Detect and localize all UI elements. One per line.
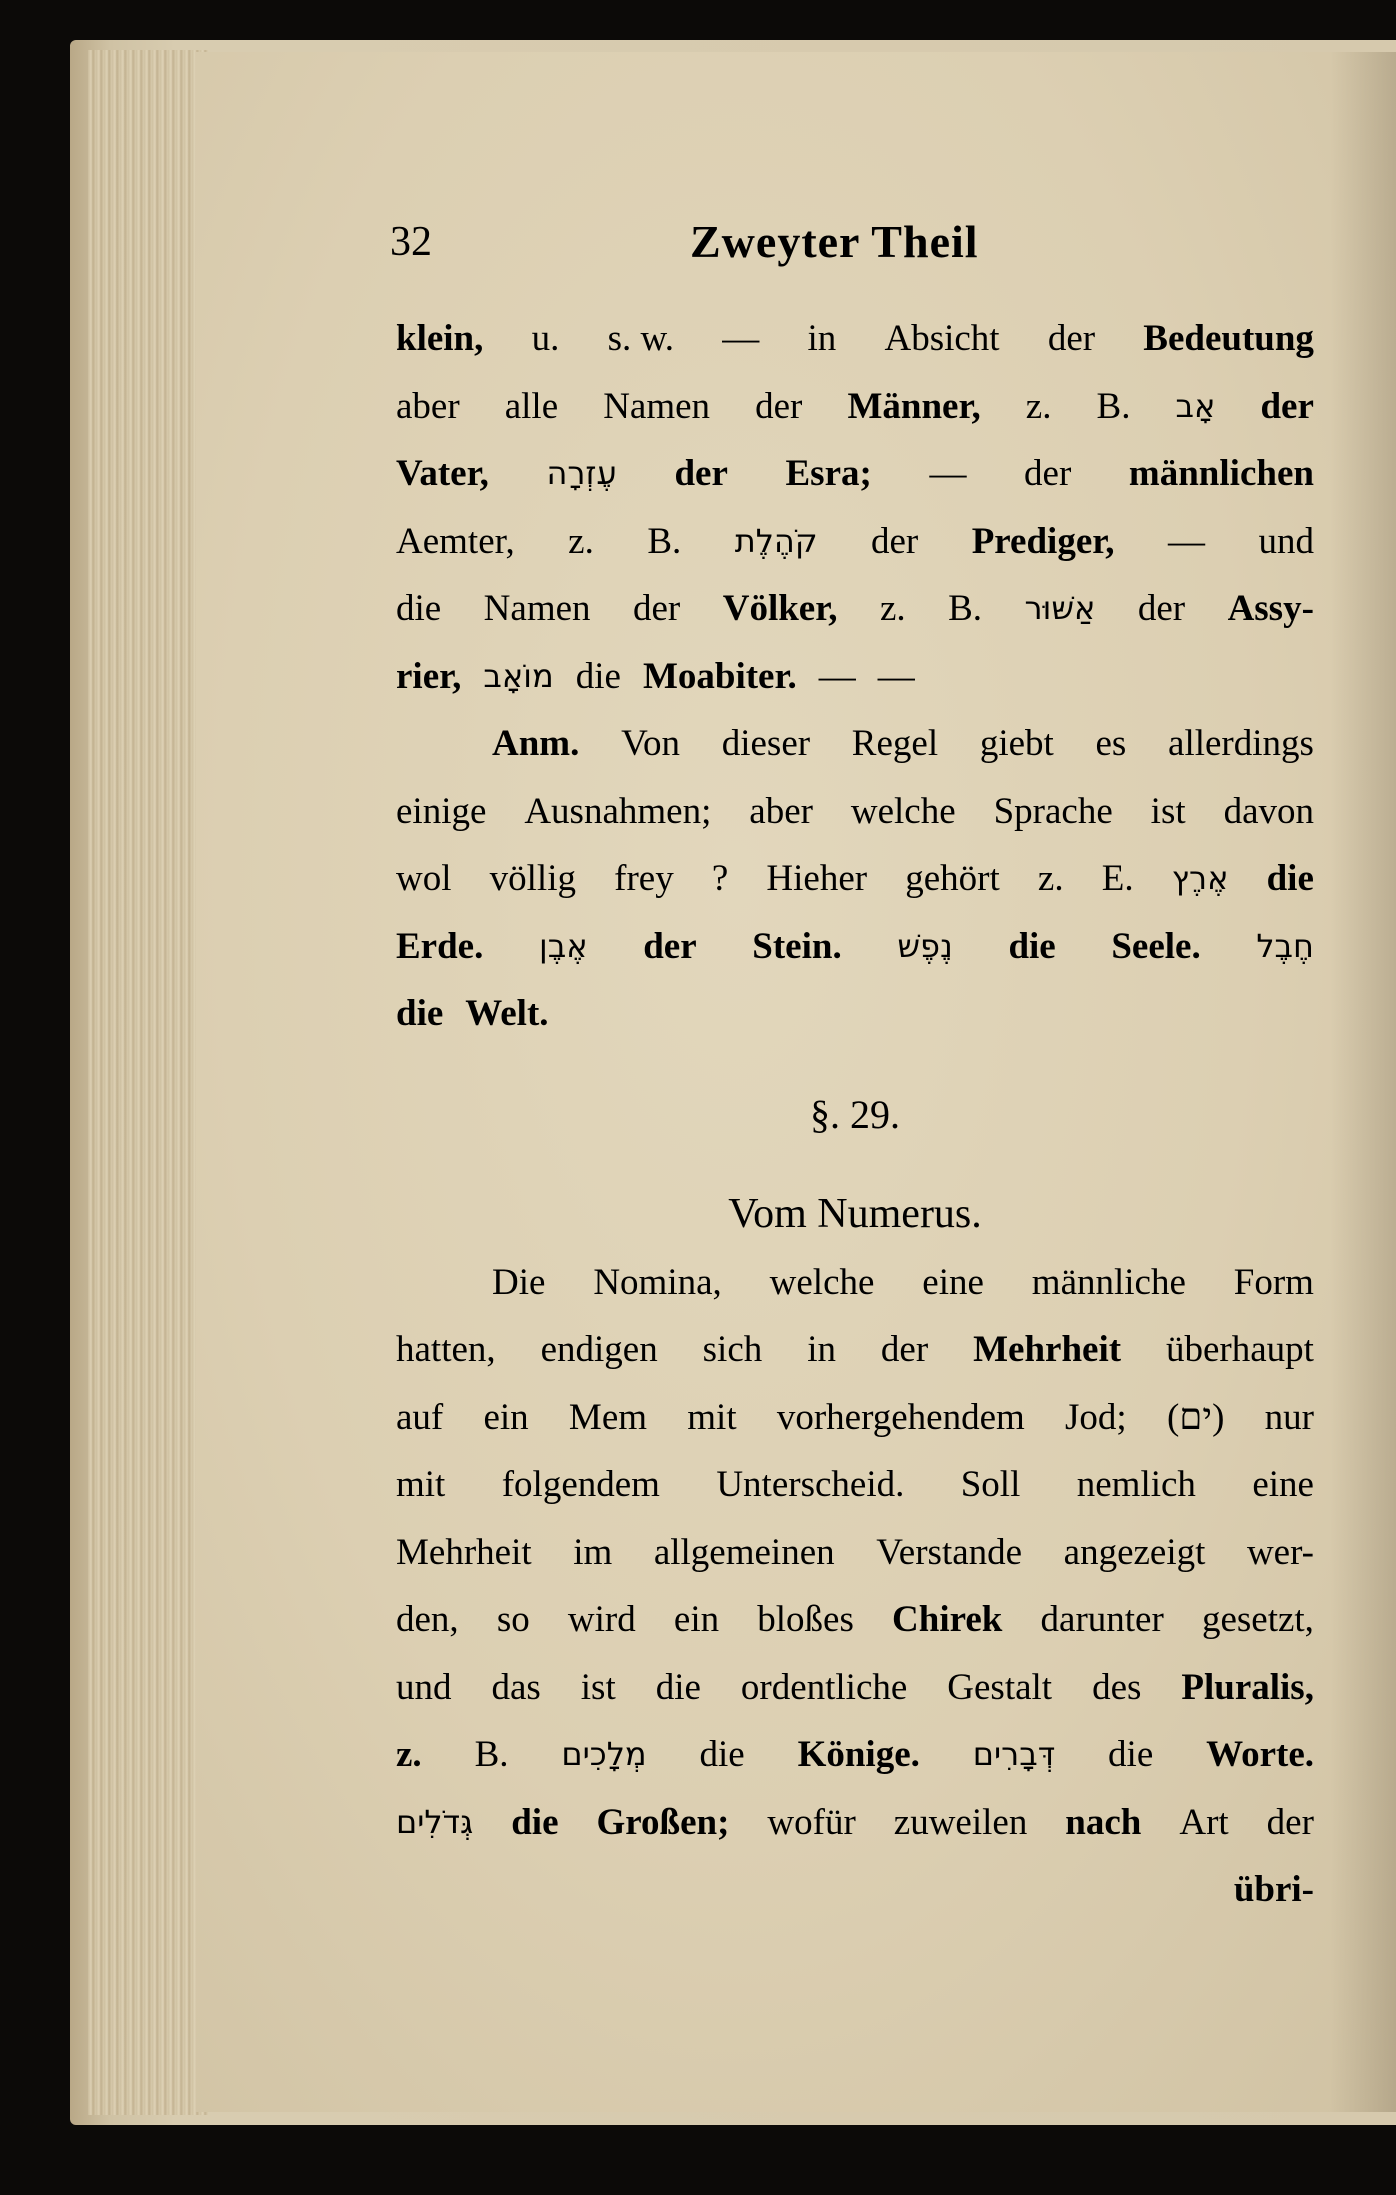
word: die — [396, 993, 444, 1034]
word: mit — [687, 1396, 737, 1438]
text-line — [396, 913, 1314, 981]
word: — — [1167, 520, 1205, 562]
word: der — [1266, 1801, 1314, 1843]
word: eine — [1252, 1464, 1314, 1505]
word: aber — [396, 385, 460, 427]
word: sich — [702, 1329, 763, 1370]
word: und — [1258, 520, 1314, 562]
word: der — [633, 588, 681, 629]
word: — — [929, 453, 967, 494]
word: der — [1024, 453, 1072, 494]
page-number: 32 — [390, 219, 432, 265]
hebrew-word: אֶרֶץ — [1171, 859, 1229, 897]
text-line — [396, 1249, 1314, 1317]
word: B. — [474, 1734, 509, 1775]
word: Von — [621, 723, 681, 764]
word: ist — [1150, 790, 1186, 832]
word: Seele. — [1111, 925, 1201, 967]
word: Mehrheit — [396, 1531, 532, 1573]
word: Namen — [603, 385, 711, 427]
word: es — [1095, 723, 1127, 764]
word: zuweilen — [893, 1801, 1028, 1843]
page-header — [390, 212, 1030, 272]
word: gesetzt, — [1201, 1599, 1314, 1640]
word: Völker, — [722, 588, 838, 629]
word: Soll — [960, 1464, 1021, 1505]
hebrew-word: חֶבֶל — [1256, 926, 1314, 965]
word: Pluralis, — [1181, 1666, 1314, 1708]
word: ein — [673, 1599, 720, 1640]
word: E. — [1101, 858, 1134, 899]
word: wird — [567, 1599, 636, 1640]
word: Assy- — [1227, 588, 1314, 629]
text-line — [396, 643, 1314, 711]
section-title: Vom Numerus. — [728, 1191, 982, 1237]
text-line — [396, 440, 1314, 508]
text-line — [396, 1316, 1314, 1384]
word: der — [643, 925, 697, 967]
word: Esra; — [785, 453, 872, 494]
word: darunter — [1040, 1599, 1164, 1640]
word: alle — [504, 385, 559, 427]
gutter-shadow — [1330, 52, 1396, 2112]
word: hatten, — [396, 1329, 496, 1370]
word: Jod; — [1065, 1396, 1127, 1438]
word: bloßes — [757, 1599, 854, 1640]
word: der — [1137, 588, 1186, 629]
text-line — [396, 1789, 1314, 1857]
hebrew-word: דְּבָרִים — [972, 1735, 1056, 1773]
word: Großen; — [596, 1801, 730, 1843]
word: Die — [492, 1261, 546, 1303]
catchword: übri- — [1233, 1869, 1314, 1910]
word: nach — [1065, 1801, 1142, 1843]
text-line — [396, 710, 1314, 778]
hebrew-word: אַשּׁוּר — [1024, 589, 1096, 627]
hebrew-word: אָב — [1175, 386, 1216, 425]
text-line — [396, 1519, 1314, 1587]
hebrew-word: עֶזְרָה — [546, 454, 617, 492]
word: der — [1260, 385, 1314, 427]
word: Sprache — [993, 790, 1113, 832]
word: Regel — [851, 723, 939, 764]
word: ist — [580, 1666, 616, 1708]
word: ein — [483, 1396, 529, 1438]
word: z. — [568, 520, 594, 562]
word: Stein. — [752, 925, 842, 967]
word: der — [880, 1329, 929, 1370]
spacer — [396, 1048, 1314, 1081]
word: Nomina, — [593, 1261, 722, 1303]
word: völlig — [489, 858, 576, 899]
page-stack-edges — [88, 50, 208, 2115]
word: Mehrheit — [973, 1329, 1122, 1370]
word: Ausnahmen; — [524, 790, 712, 832]
word: Mem — [568, 1396, 648, 1438]
word: Aemter, — [396, 520, 515, 562]
word: der — [870, 520, 919, 562]
word: eine — [922, 1261, 984, 1303]
word: der — [755, 385, 803, 427]
word: einige — [396, 790, 487, 832]
word: z. — [1025, 385, 1052, 427]
word: Absicht — [884, 318, 1000, 359]
hebrew-word: נֶפֶשׁ — [897, 926, 953, 965]
word: nemlich — [1076, 1464, 1196, 1505]
word: wol — [396, 858, 452, 899]
text-line — [396, 1586, 1314, 1654]
word: so — [496, 1599, 530, 1640]
text-line — [396, 575, 1314, 643]
word: Verstande — [876, 1531, 1023, 1573]
word: Moabiter. — [642, 655, 797, 697]
word: — — [722, 318, 760, 359]
word: männlichen — [1128, 453, 1314, 494]
word: mit — [396, 1464, 446, 1505]
word: aber — [749, 790, 813, 832]
word: den, — [396, 1599, 459, 1640]
word: die — [699, 1734, 745, 1775]
word: wofür — [767, 1801, 856, 1843]
word: die — [575, 655, 621, 697]
hebrew-word: אֶבֶן — [538, 926, 588, 965]
word: Hieher — [766, 858, 868, 899]
spacer — [396, 1148, 1314, 1181]
word: überhaupt — [1166, 1329, 1314, 1370]
text-line — [396, 508, 1314, 576]
text-line — [396, 305, 1314, 373]
hebrew-word: גְּדֹלִים — [396, 1802, 474, 1841]
word: z. — [879, 588, 906, 629]
text-line — [396, 778, 1314, 846]
word: B. — [1096, 385, 1131, 427]
word: rier, — [396, 655, 462, 697]
text-line — [396, 1451, 1314, 1519]
text-line — [396, 980, 1314, 1048]
word: nur — [1264, 1396, 1314, 1438]
word: B. — [948, 588, 983, 629]
hebrew-word: מְלָכִים — [561, 1735, 647, 1773]
word: männliche — [1031, 1261, 1186, 1303]
word: u. — [531, 318, 560, 359]
word: Prediger, — [971, 520, 1115, 562]
word: die — [1108, 1734, 1154, 1775]
word: folgendem — [501, 1464, 660, 1505]
hebrew-word: קֹהֶלֶת — [734, 521, 818, 560]
word: die — [511, 1801, 559, 1843]
word: der — [674, 453, 728, 494]
text-line — [396, 373, 1314, 441]
word: in — [807, 1329, 836, 1370]
catchword-line — [396, 1856, 1314, 1924]
word: z. — [396, 1734, 422, 1775]
word: Welt. — [465, 993, 549, 1034]
text-line — [396, 845, 1314, 913]
word: allerdings — [1168, 723, 1314, 764]
word: die — [1266, 858, 1314, 899]
word: Anm. — [492, 723, 580, 764]
word: allgemeinen — [653, 1531, 835, 1573]
word: die — [1008, 925, 1056, 967]
word: B. — [647, 520, 682, 562]
word: frey — [614, 858, 674, 899]
word: Namen — [483, 588, 591, 629]
word: welche — [850, 790, 956, 832]
word: Form — [1233, 1261, 1314, 1303]
word: im — [573, 1531, 613, 1573]
section-number-line — [396, 1081, 1314, 1149]
hebrew-word: מוֹאָב — [483, 656, 554, 695]
section-title-line — [396, 1181, 1314, 1249]
word: gehört — [905, 858, 1000, 899]
word: welche — [769, 1261, 875, 1303]
word: s. w. — [607, 318, 675, 359]
word: Art — [1179, 1801, 1229, 1843]
word: die — [396, 588, 442, 629]
word: (ים) — [1166, 1396, 1225, 1438]
word: wer- — [1246, 1531, 1314, 1573]
word: — — [877, 655, 915, 697]
word: des — [1092, 1666, 1142, 1708]
word: Vater, — [396, 453, 489, 494]
word: giebt — [979, 723, 1054, 764]
word: in — [807, 318, 837, 359]
word: Worte. — [1206, 1734, 1314, 1775]
word: endigen — [540, 1329, 658, 1370]
word: z. — [1037, 858, 1064, 899]
word: Gestalt — [947, 1666, 1053, 1708]
word: auf — [396, 1396, 444, 1438]
word: Unterscheid. — [716, 1464, 905, 1505]
word: Chirek — [892, 1599, 1003, 1640]
word: Könige. — [797, 1734, 920, 1775]
word: das — [491, 1666, 541, 1708]
word: dieser — [721, 723, 811, 764]
word: Männer, — [847, 385, 981, 427]
word: der — [1047, 318, 1096, 359]
text-line — [396, 1654, 1314, 1722]
word: angezeigt — [1063, 1531, 1206, 1573]
text-line — [396, 1721, 1314, 1789]
word: klein, — [396, 318, 484, 359]
word: davon — [1223, 790, 1314, 832]
body-text — [396, 305, 1314, 1924]
word: ? — [711, 858, 729, 899]
text-line — [396, 1384, 1314, 1452]
word: die — [655, 1666, 701, 1708]
word: ordentliche — [740, 1666, 908, 1708]
word: Erde. — [396, 925, 484, 967]
word: vorhergehendem — [776, 1396, 1025, 1438]
word: und — [396, 1666, 452, 1708]
section-number: §. 29. — [810, 1091, 900, 1137]
word: Bedeutung — [1143, 318, 1314, 359]
running-head: Zweyter Theil — [690, 216, 979, 267]
word: — — [818, 655, 856, 697]
